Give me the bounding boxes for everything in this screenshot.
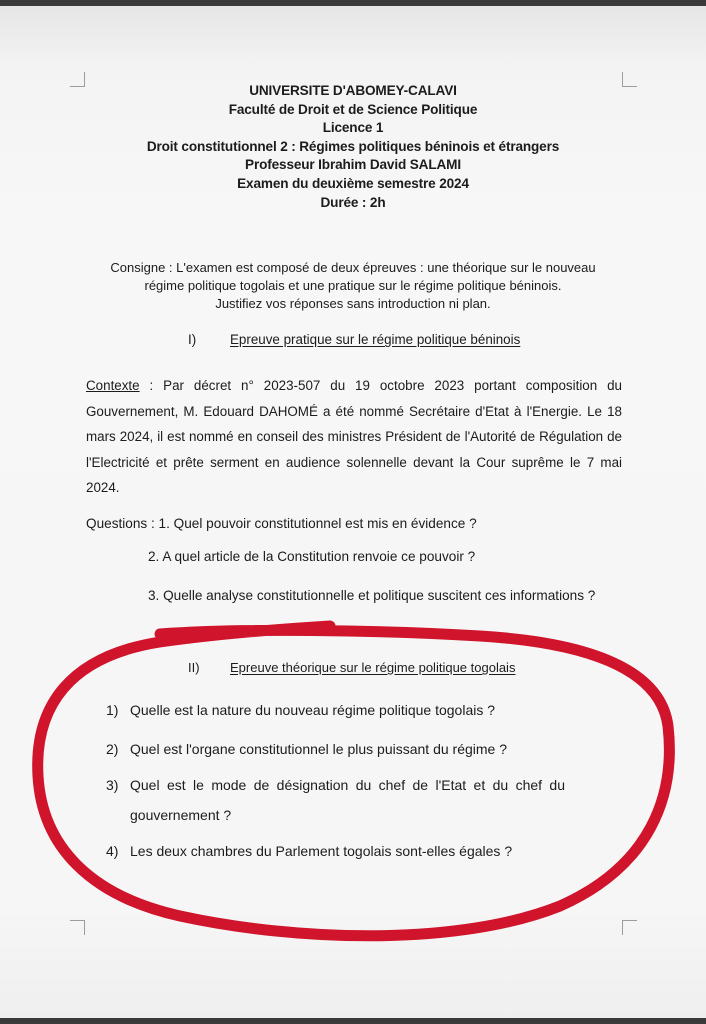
theory-question-2 [106,734,507,764]
question-1: Questions : 1. Quel pouvoir constitutionnel est mis en évidence ? [86,516,477,531]
exam-page [0,6,706,1018]
section-2-heading [188,660,515,675]
theory-question-4 [106,836,512,866]
section-1-heading [188,332,520,347]
theory-question-3-text: Quel est le mode de désignation du chef de l'Etat et du chef du [130,777,565,793]
exam-duration: Durée : 2h [320,194,386,210]
theory-question-1-number: 1) [106,702,119,718]
theory-question-2-text: Quel est l'organe constitutionnel le plus puissant du régime ? [130,741,508,757]
theory-question-1-text: Quelle est la nature du nouveau régime politique togolais ? [130,702,496,718]
course-title: Droit constitutionnel 2 : Régimes politiques béninois et étrangers [146,138,560,154]
theory-question-4-number: 4) [106,843,119,859]
section-2-number: II) [188,660,200,675]
question-2: 2. A quel article de la Constitution renvoie ce pouvoir ? [148,549,476,564]
crop-mark-bottom-left [70,920,85,935]
theory-question-3-continued-text: gouvernement ? [130,807,232,823]
context-text: : Par décret n° 2023-507 du 19 octobre 2023 portant composition du Gouvernement, M. Edouard DAHOMÉ a été nommé Secrétaire d'Etat à l'Energie. Le 18 mars 2024, il est nommé en conseil des ministres Président de l'Autorité de Régulation de l'Electricité et prête serment en audience solennelle devant la Cour suprême le 7 mai 2024. [86,378,622,495]
level: Licence 1 [322,120,384,136]
instructions-line-2: régime politique togolais et une pratique sur le régime politique béninois. [144,278,562,293]
section-2-title: Epreuve théorique sur le régime politique togolais [230,660,516,675]
crop-mark-bottom-right [622,920,637,935]
instructions-line-3: Justifiez vos réponses sans introduction ni plan. [215,296,491,311]
section-1-title: Epreuve pratique sur le régime politique béninois [230,332,521,347]
theory-question-2-number: 2) [106,741,119,757]
section-1-number: I) [188,332,197,347]
theory-question-3-number: 3) [106,777,119,793]
context-label: Contexte [86,378,140,393]
question-3: 3. Quelle analyse constitutionnelle et politique suscitent ces informations ? [148,588,596,603]
theory-question-3-continued [106,800,231,830]
professor-name: Professeur Ibrahim David SALAMI [245,157,461,173]
exam-title: Examen du deuxième semestre 2024 [237,175,469,191]
context-paragraph [86,373,622,501]
faculty-name: Faculté de Droit et de Science Politique [228,101,478,117]
exam-header [0,82,706,212]
instructions [60,259,646,313]
theory-question-4-text: Les deux chambres du Parlement togolais sont-elles égales ? [130,843,513,859]
instructions-line-1: Consigne : L'examen est composé de deux épreuves : une théorique sur le nouveau [110,260,596,275]
theory-question-1 [106,695,495,725]
university-name: UNIVERSITE D'ABOMEY-CALAVI [249,83,457,98]
theory-question-3 [106,770,565,800]
